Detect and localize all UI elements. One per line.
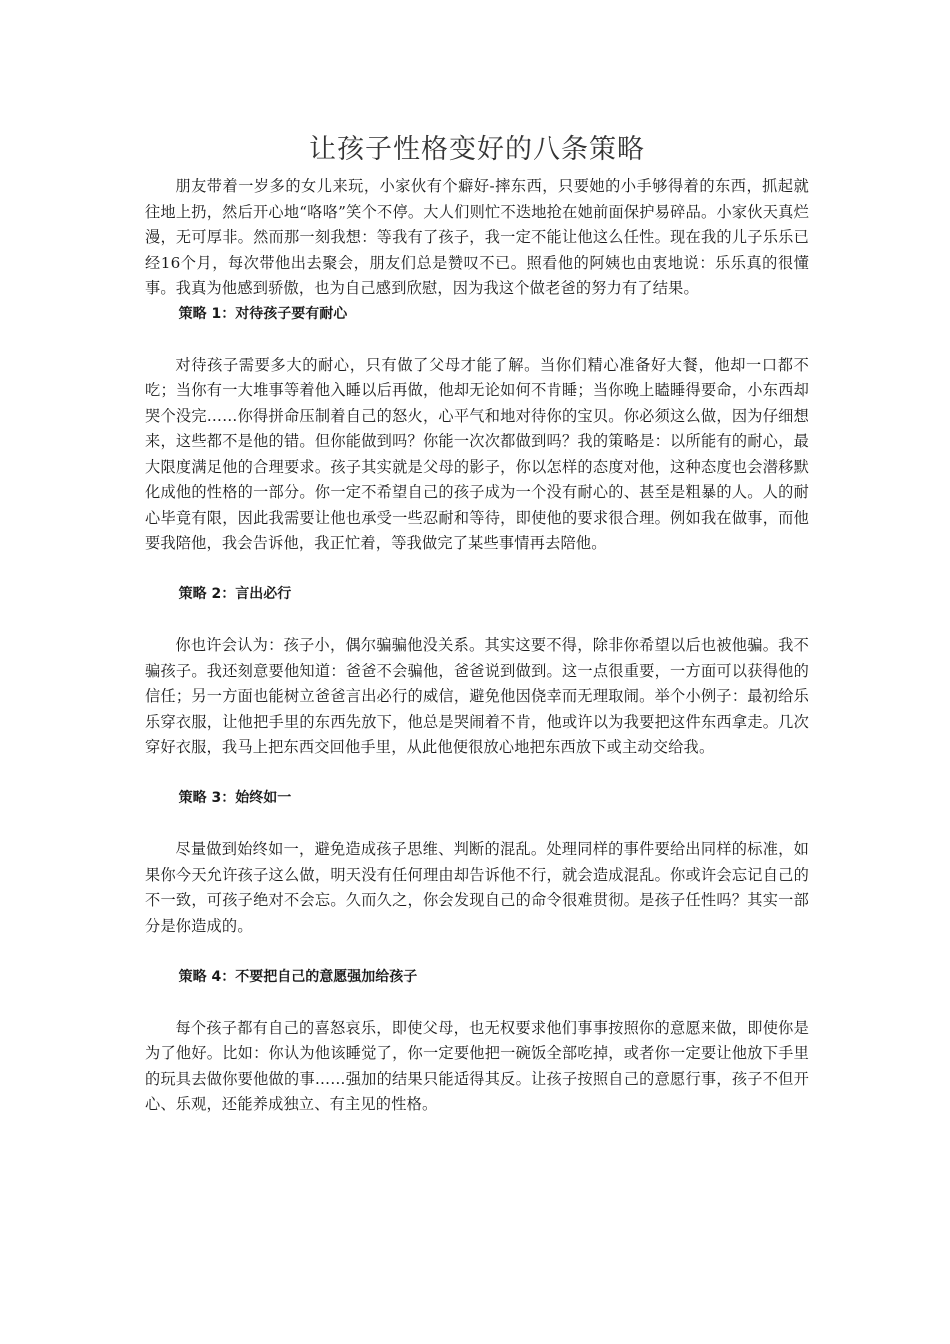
section-heading-3: 策略 3：始终如一 (178, 790, 292, 806)
spacer (145, 327, 809, 353)
section-heading-4: 策略 4：不要把自己的意愿强加给孩子 (178, 968, 418, 985)
section-body-2: 你也许会认为：孩子小，偶尔骗骗他没关系。其实这要不得，除非你希望以后也被他骗。我不骗孩子。我还刻意要他知道：爸爸不会骗他，爸爸说到做到。这一点很重要，一方面可以获得他的信任；另一方面也能树立爸爸言出必行的威信，避免他因侥幸而无理取闹。举个小例子：最初给乐乐穿衣服，让他把手里的东西先放下，他总是哭闹着不肯，他或许以为我要把这件东西拿走。几次穿好衣服，我马上把东西交回他手里，从此他便很放心地把东西放下或主动交给我。 (145, 636, 809, 756)
spacer (145, 812, 809, 838)
document-title: 让孩子性格变好的八条策略 (309, 134, 645, 165)
section-body-4: 每个孩子都有自己的喜怒哀乐，即使父母，也无权要求他们事事按照你的意愿来做，即使你是为了他好。比如：你认为他该睡觉了，你一定要他把一碗饭全部吃掉，或者你一定要让他放下手里的玩具去做你要他做的事……强加的结果只能适得其反。让孩子按照自己的意愿行事，孩子不但开心、乐观，还能养成独立、有主见的性格。 (145, 1018, 809, 1113)
document-content (145, 130, 809, 1118)
section-heading-2: 策略 2：言出必行 (178, 586, 292, 602)
section-body-3: 尽量做到始终如一，避免造成孩子思维、判断的混乱。处理同样的事件要给出同样的标准，如果你今天允许孩子这么做，明天没有任何理由却告诉他不行，就会造成混乱。你或许会忘记自己的不一致，可孩子绝对不会忘。久而久之，你会发现自己的命令很难贯彻。是孩子任性吗？其实一部分是你造成的。 (145, 840, 809, 935)
spacer (145, 761, 809, 787)
section-body-1: 对待孩子需要多大的耐心，只有做了父母才能了解。当你们精心准备好大餐，他却一口都不吃；当你有一大堆事等着他入睡以后再做，他却无论如何不肯睡；当你晚上瞌睡得要命，小东西却哭个没完……你得拼命压制着自己的怒火，心平气和地对待你的宝贝。你必须这么做，因为仔细想来，这些都不是他的错。但你能做到吗？你能一次次都做到吗？我的策略是：以所能有的耐心，最大限度满足他的合理要求。孩子其实就是父母的影子，你以怎样的态度对他，这种态度也会潜移默化成他的性格的一部分。你一定不希望自己的孩子成为一个没有耐心的、甚至是粗暴的人。人的耐心毕竟有限，因此我需要让他也承受一些忍耐和等待，即使他的要求很合理。例如我在做事，而他要我陪他，我会告诉他，我正忙着，等我做完了某些事情再去陪他。 (145, 355, 809, 552)
intro-paragraph: 朋友带着一岁多的女儿来玩，小家伙有个癖好-摔东西，只要她的小手够得着的东西，抓起就往地上扔，然后开心地“咯咯”笑个不停。大人们则忙不迭地抢在她前面保护易碎品。小家伙天真烂漫，无可厚非。然而那一刻我想：等我有了孩子，我一定不能让他这么任性。现在我的儿子乐乐已经16个月，每次带他出去聚会，朋友们总是赞叹不已。照看他的阿姨也由衷地说：乐乐真的很懂事。我真为他感到骄傲，也为自己感到欣慰，因为我这个做老爸的努力有了结果。 (145, 177, 809, 297)
section-heading-1: 策略 1：对待孩子要有耐心 (178, 305, 348, 322)
spacer (145, 939, 809, 965)
spacer (145, 990, 809, 1016)
spacer (145, 557, 809, 583)
spacer (145, 608, 809, 634)
